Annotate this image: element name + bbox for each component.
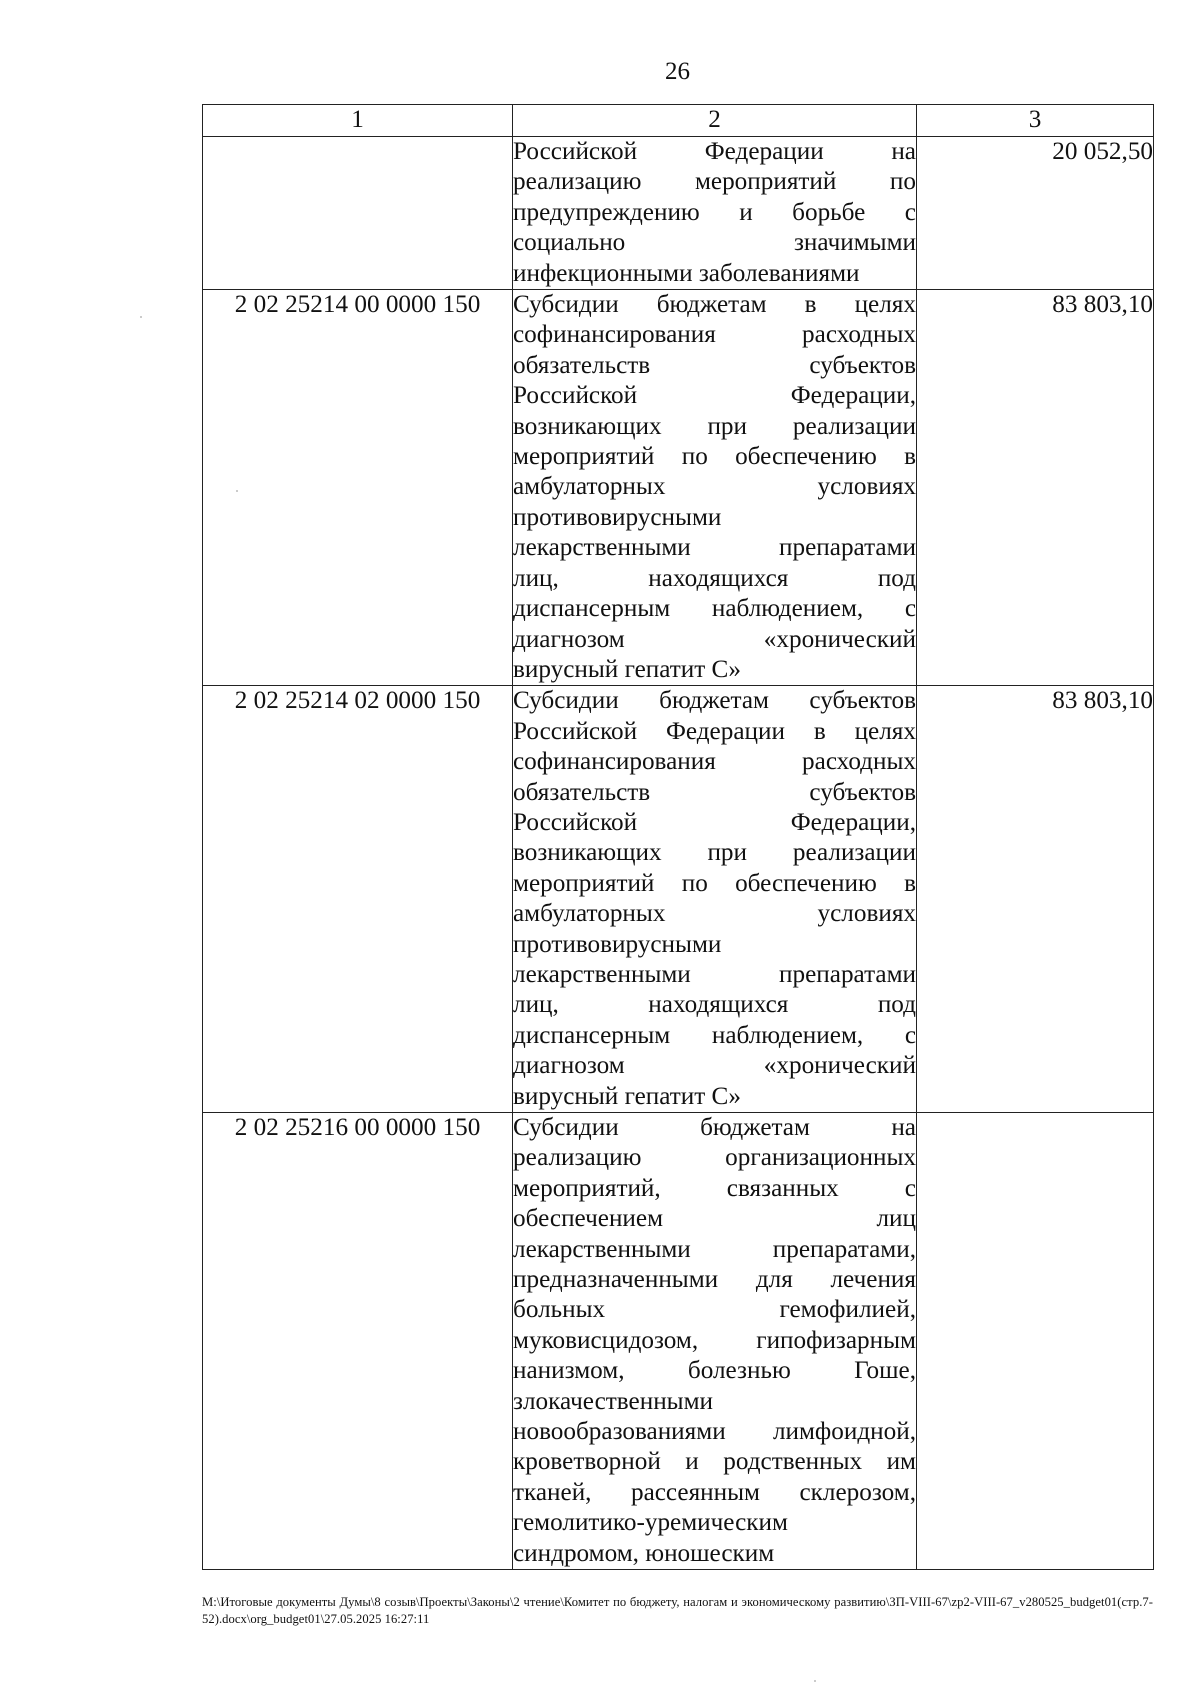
description-line: Российской Федерации на	[513, 138, 916, 165]
description-line: амбулаторных условиях	[513, 900, 916, 928]
amount-value: 20 052,50	[917, 137, 1154, 290]
description-line: Российской Федерации в целях	[513, 717, 916, 745]
header-col-3: 3	[917, 105, 1154, 137]
description-line: социально значимыми	[513, 229, 916, 257]
income-description	[513, 686, 917, 1113]
scan-speck	[236, 490, 238, 492]
income-description	[513, 290, 917, 686]
description-line: муковисцидозом, гипофизарным	[513, 1326, 916, 1354]
budget-table	[202, 104, 1154, 1570]
description-line: лиц, находящихся под	[513, 991, 916, 1019]
table-row	[203, 686, 1154, 1113]
description-line: обязательств субъектов	[513, 778, 916, 806]
classification-code: 2 02 25214 00 0000 150	[203, 290, 513, 686]
description-line: кроветворной и родственных им	[513, 1448, 916, 1476]
income-description	[513, 1113, 917, 1570]
description-line: софинансирования расходных	[513, 748, 916, 776]
description-line: амбулаторных условиях	[513, 473, 916, 501]
description-line: обязательств субъектов	[513, 351, 916, 379]
description-line: вирусный гепатит С»	[513, 1082, 741, 1110]
description-line: реализацию организационных	[513, 1144, 916, 1172]
description-line: больных гемофилией,	[513, 1296, 916, 1324]
classification-code	[203, 137, 513, 290]
description-line: диспансерным наблюдением, с	[513, 595, 916, 623]
table-row	[203, 1113, 1154, 1570]
description-line: злокачественными	[513, 1387, 714, 1415]
description-line: вирусный гепатит С»	[513, 655, 741, 683]
description-line: лекарственными препаратами,	[513, 1235, 916, 1263]
scan-speck	[814, 1680, 816, 1682]
description-line: Субсидии бюджетам на	[513, 1114, 916, 1141]
description-line: реализацию мероприятий по	[513, 168, 916, 196]
table-row	[203, 290, 1154, 686]
description-line: обеспечением лиц	[513, 1205, 916, 1233]
scan-speck	[140, 316, 142, 318]
description-line: возникающих при реализации	[513, 839, 916, 867]
description-line: гемолитико-уремическим	[513, 1509, 788, 1537]
description-line: Российской Федерации,	[513, 808, 916, 836]
description-line: Субсидии бюджетам субъектов	[513, 687, 916, 715]
description-line: мероприятий, связанных с	[513, 1174, 916, 1202]
description-line: лиц, находящихся под	[513, 564, 916, 592]
description-line: предупреждению и борьбе с	[513, 198, 916, 226]
description-line: инфекционными заболеваниями	[513, 259, 860, 287]
description-line: мероприятий по обеспечению в	[513, 869, 916, 897]
description-line: нанизмом, болезнью Гоше,	[513, 1357, 916, 1385]
amount-value: 83 803,10	[917, 290, 1154, 686]
description-line: Субсидии бюджетам в целях	[513, 291, 916, 319]
amount-value	[917, 1113, 1154, 1570]
description-line: возникающих при реализации	[513, 412, 916, 440]
description-line: предназначенными для лечения	[513, 1266, 916, 1294]
description-line: синдромом, юношеским	[513, 1539, 775, 1567]
description-line: противовирусными	[513, 930, 722, 958]
description-line: диагнозом «хронический	[513, 1052, 916, 1080]
header-row	[203, 105, 1154, 137]
description-line: Российской Федерации,	[513, 382, 916, 410]
description-line: диагнозом «хронический	[513, 625, 916, 653]
description-line: лекарственными препаратами	[513, 534, 916, 562]
description-line: мероприятий по обеспечению в	[513, 443, 916, 471]
description-line: тканей, рассеянным склерозом,	[513, 1478, 916, 1506]
amount-value: 83 803,10	[917, 686, 1154, 1113]
header-col-1: 1	[203, 105, 513, 137]
header-col-2: 2	[513, 105, 917, 137]
description-line: лекарственными препаратами	[513, 960, 916, 988]
document-path-footer: M:\Итоговые документы Думы\8 созыв\Проекты\Законы\2 чтение\Комитет по бюджету, налогам и экономическому развитию\ЗП-VIII-67\zp2-VIII-67_v280525_budget01(стр.7-52).docx\org_budget01\27.05.2025 16:27:11	[202, 1595, 1153, 1626]
classification-code: 2 02 25214 02 0000 150	[203, 686, 513, 1113]
table-row	[203, 137, 1154, 290]
page-number: 26	[665, 58, 690, 85]
classification-code: 2 02 25216 00 0000 150	[203, 1113, 513, 1570]
income-description	[513, 137, 917, 290]
description-line: софинансирования расходных	[513, 321, 916, 349]
description-line: противовирусными	[513, 503, 722, 531]
description-line: новообразованиями лимфоидной,	[513, 1418, 916, 1446]
description-line: диспансерным наблюдением, с	[513, 1021, 916, 1049]
